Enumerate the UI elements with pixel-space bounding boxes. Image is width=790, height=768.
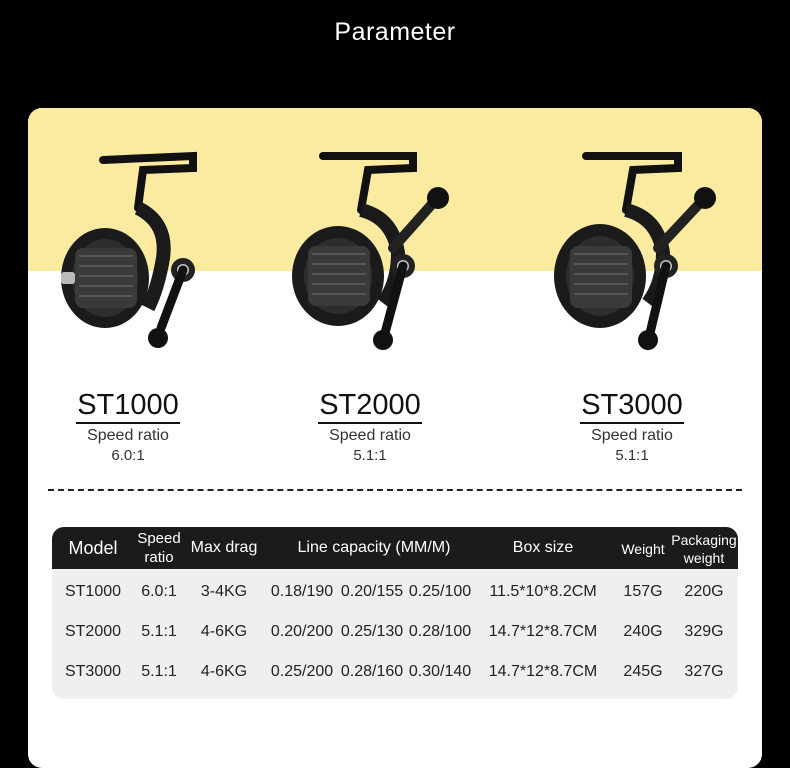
table-header <box>52 527 738 569</box>
table-row <box>52 612 738 652</box>
header-packaging-line2: weight <box>683 550 725 566</box>
cell-box-size: 14.7*12*8.7CM <box>488 623 598 640</box>
cell-model: ST3000 <box>64 663 122 680</box>
dashed-divider <box>48 489 742 491</box>
header-model: Model <box>68 538 118 558</box>
cell-line-capacity-1: 0.25/200 <box>270 663 334 680</box>
cell-max-drag: 4-6KG <box>200 623 248 640</box>
header-packaging-line1: Packaging <box>671 532 737 548</box>
product-model-name: ST3000 <box>580 388 684 424</box>
cell-line-capacity-3: 0.25/100 <box>408 583 472 600</box>
spec-table <box>52 527 738 699</box>
header-max-drag: Max drag <box>190 539 258 556</box>
cell-line-capacity-3: 0.30/140 <box>408 663 472 680</box>
header-speed-ratio <box>130 529 188 567</box>
cell-packaging-weight: 329G <box>684 623 724 640</box>
header-box-size: Box size <box>512 539 574 556</box>
table-row <box>52 652 738 692</box>
cell-model: ST2000 <box>64 623 122 640</box>
cell-line-capacity-2: 0.25/130 <box>340 623 404 640</box>
cell-line-capacity-1: 0.18/190 <box>270 583 334 600</box>
cell-weight: 245G <box>623 663 663 680</box>
spinning-reel-icon <box>538 148 718 368</box>
cell-model: ST1000 <box>64 583 122 600</box>
speed-ratio-value: 5.1:1 <box>615 447 649 464</box>
cell-speed-ratio: 5.1:1 <box>141 623 177 640</box>
cell-speed-ratio: 5.1:1 <box>141 663 177 680</box>
product-model-name: ST1000 <box>76 388 180 424</box>
cell-box-size: 14.7*12*8.7CM <box>488 663 598 680</box>
header-speed-ratio-line2: ratio <box>144 549 174 566</box>
header-packaging-weight <box>666 531 738 567</box>
cell-max-drag: 4-6KG <box>200 663 248 680</box>
cell-weight: 240G <box>623 623 663 640</box>
product-st3000 <box>532 388 732 464</box>
cell-box-size: 11.5*10*8.2CM <box>489 583 597 600</box>
speed-ratio-value: 5.1:1 <box>353 447 387 464</box>
cell-line-capacity-1: 0.20/200 <box>270 623 334 640</box>
cell-packaging-weight: 327G <box>684 663 724 680</box>
header-speed-ratio-line1: Speed <box>137 530 181 547</box>
product-st2000 <box>270 388 470 464</box>
product-model-name: ST2000 <box>318 388 422 424</box>
spinning-reel-icon <box>273 148 453 368</box>
spinning-reel-icon <box>43 148 223 368</box>
speed-ratio-label: Speed ratio <box>87 427 169 444</box>
cell-weight: 157G <box>623 583 663 600</box>
parameter-card <box>28 108 762 768</box>
product-st1000 <box>28 388 228 464</box>
header-line-capacity: Line capacity (MM/M) <box>297 539 451 556</box>
cell-speed-ratio: 6.0:1 <box>141 583 177 600</box>
table-row <box>52 572 738 612</box>
cell-packaging-weight: 220G <box>684 583 724 600</box>
cell-line-capacity-2: 0.28/160 <box>340 663 404 680</box>
cell-max-drag: 3-4KG <box>200 583 248 600</box>
speed-ratio-label: Speed ratio <box>329 427 411 444</box>
speed-ratio-value: 6.0:1 <box>111 447 145 464</box>
cell-line-capacity-3: 0.28/100 <box>408 623 472 640</box>
cell-line-capacity-2: 0.20/155 <box>340 583 404 600</box>
header-weight: Weight <box>621 541 665 557</box>
speed-ratio-label: Speed ratio <box>591 427 673 444</box>
page-title: Parameter <box>334 18 456 46</box>
